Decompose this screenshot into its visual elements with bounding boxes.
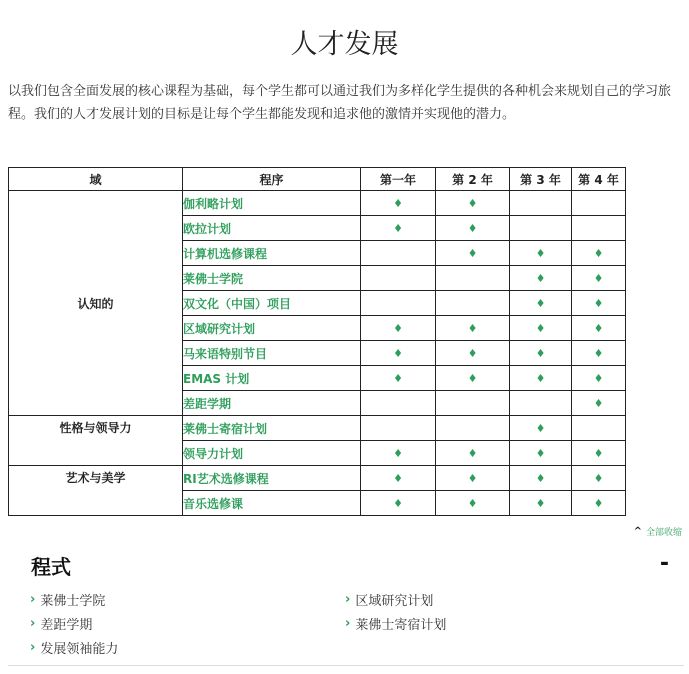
program-link-boarding[interactable]: [345, 614, 446, 633]
year-1-cell: [361, 341, 436, 366]
table-header-row: [9, 168, 626, 191]
program-cell[interactable]: 莱佛士学院: [183, 266, 361, 291]
program-cell[interactable]: EMAS 计划: [183, 366, 361, 391]
diamond-marker-icon: ♦: [593, 346, 604, 360]
year-4-cell: [572, 341, 626, 366]
diamond-marker-icon: ♦: [535, 496, 546, 510]
diamond-marker-icon: ♦: [467, 221, 478, 235]
year-1-cell: [361, 416, 436, 441]
program-cell[interactable]: 欧拉计划: [183, 216, 361, 241]
chevron-right-icon: ›: [30, 592, 36, 607]
table-body: [9, 191, 626, 516]
diamond-marker-icon: ♦: [535, 471, 546, 485]
diamond-marker-icon: ♦: [593, 371, 604, 385]
year-1-cell: [361, 441, 436, 466]
year-4-cell: [572, 441, 626, 466]
year-3-cell: [510, 341, 572, 366]
diamond-marker-icon: ♦: [467, 246, 478, 260]
year-3-cell: [510, 191, 572, 216]
year-3-cell: [510, 416, 572, 441]
program-link-label: 莱佛士学院: [40, 594, 106, 609]
year-2-cell: [436, 216, 510, 241]
year-1-cell: [361, 316, 436, 341]
diamond-marker-icon: ♦: [393, 496, 403, 510]
diamond-marker-icon: ♦: [467, 496, 478, 510]
diamond-marker-icon: ♦: [535, 421, 546, 435]
year-2-cell: [436, 366, 510, 391]
year-3-cell: [510, 466, 572, 491]
year-2-cell: [436, 291, 510, 316]
diamond-marker-icon: ♦: [593, 446, 604, 460]
year-4-cell: [572, 316, 626, 341]
table-row: [9, 416, 626, 441]
header-year-2: 第 2 年: [436, 168, 510, 191]
program-link-label: 发展领袖能力: [40, 642, 119, 657]
diamond-marker-icon: ♦: [467, 371, 478, 385]
year-4-cell: [572, 191, 626, 216]
table-row: [9, 466, 626, 491]
diamond-marker-icon: ♦: [593, 321, 604, 335]
program-cell[interactable]: 莱佛士寄宿计划: [183, 416, 361, 441]
section-divider: [8, 665, 684, 666]
header-year-1: 第一年: [361, 168, 436, 191]
diamond-marker-icon: ♦: [393, 321, 403, 335]
diamond-marker-icon: ♦: [593, 296, 604, 310]
chevron-right-icon: ›: [30, 616, 36, 631]
program-link-raffles-academy[interactable]: [30, 590, 105, 609]
year-1-cell: [361, 391, 436, 416]
programs-section-title: 程式: [31, 555, 71, 579]
diamond-marker-icon: ♦: [535, 446, 546, 460]
year-2-cell: [436, 416, 510, 441]
diamond-marker-icon: ♦: [535, 371, 546, 385]
year-2-cell: [436, 241, 510, 266]
year-1-cell: [361, 216, 436, 241]
year-1-cell: [361, 191, 436, 216]
year-3-cell: [510, 441, 572, 466]
program-cell[interactable]: 差距学期: [183, 391, 361, 416]
diamond-marker-icon: ♦: [535, 296, 546, 310]
year-3-cell: [510, 366, 572, 391]
domain-cell: 性格与领导力: [9, 416, 183, 466]
year-1-cell: [361, 266, 436, 291]
diamond-marker-icon: ♦: [593, 396, 604, 410]
year-4-cell: [572, 266, 626, 291]
program-link-label: 莱佛士寄宿计划: [355, 618, 447, 633]
diamond-marker-icon: ♦: [535, 346, 546, 360]
diamond-marker-icon: ♦: [593, 246, 604, 260]
year-1-cell: [361, 241, 436, 266]
header-domain: 域: [9, 168, 183, 191]
collapse-all-button[interactable]: [634, 525, 682, 538]
diamond-marker-icon: ♦: [467, 321, 478, 335]
year-1-cell: [361, 291, 436, 316]
collapse-all-label: 全部收缩: [645, 528, 682, 538]
domain-cell: 艺术与美学: [9, 466, 183, 516]
diamond-marker-icon: ♦: [467, 446, 478, 460]
program-link-label: 差距学期: [40, 618, 93, 633]
year-2-cell: [436, 466, 510, 491]
year-3-cell: [510, 491, 572, 516]
diamond-marker-icon: ♦: [593, 496, 604, 510]
intro-paragraph: 以我们包含全面发展的核心课程为基础，每个学生都可以通过我们为多样化学生提供的各种机会来规划自己的学习旅程。我们的人才发展计划的目标是让每个学生都能发现和追求他的激情并实现他的潜力。: [8, 84, 672, 122]
year-1-cell: [361, 491, 436, 516]
program-link-leadership[interactable]: [30, 638, 118, 657]
year-3-cell: [510, 216, 572, 241]
year-3-cell: [510, 391, 572, 416]
domain-cell: 认知的: [9, 191, 183, 416]
program-cell[interactable]: 马来语特别节目: [183, 341, 361, 366]
year-1-cell: [361, 366, 436, 391]
year-1-cell: [361, 466, 436, 491]
chevron-right-icon: ›: [30, 640, 36, 655]
program-link-regional-studies[interactable]: [345, 590, 433, 609]
header-year-4: 第 4 年: [572, 168, 626, 191]
diamond-marker-icon: ♦: [467, 196, 478, 210]
diamond-marker-icon: ♦: [393, 346, 403, 360]
diamond-marker-icon: ♦: [535, 246, 546, 260]
program-cell[interactable]: 双文化（中国）项目: [183, 291, 361, 316]
diamond-marker-icon: ♦: [467, 471, 478, 485]
year-2-cell: [436, 491, 510, 516]
year-3-cell: [510, 316, 572, 341]
program-cell[interactable]: RI艺术选修课程: [183, 466, 361, 491]
year-4-cell: [572, 216, 626, 241]
year-2-cell: [436, 391, 510, 416]
program-cell[interactable]: 音乐选修课: [183, 491, 361, 516]
diamond-marker-icon: ♦: [393, 196, 403, 210]
year-2-cell: [436, 266, 510, 291]
diamond-marker-icon: ♦: [393, 446, 403, 460]
year-2-cell: [436, 441, 510, 466]
chevron-right-icon: ›: [345, 592, 351, 607]
year-4-cell: [572, 391, 626, 416]
program-cell[interactable]: 领导力计划: [183, 441, 361, 466]
program-table: [8, 167, 626, 516]
diamond-marker-icon: ♦: [593, 271, 604, 285]
year-2-cell: [436, 316, 510, 341]
chevron-up-icon: ^: [633, 526, 642, 537]
year-3-cell: [510, 291, 572, 316]
diamond-marker-icon: ♦: [393, 471, 403, 485]
program-cell[interactable]: 区域研究计划: [183, 316, 361, 341]
header-year-3: 第 3 年: [510, 168, 572, 191]
header-program: 程序: [183, 168, 361, 191]
year-3-cell: [510, 241, 572, 266]
program-cell[interactable]: 计算机选修课程: [183, 241, 361, 266]
year-2-cell: [436, 191, 510, 216]
collapse-section-toggle[interactable]: -: [659, 551, 669, 576]
chevron-right-icon: ›: [345, 616, 351, 631]
year-2-cell: [436, 341, 510, 366]
year-4-cell: [572, 241, 626, 266]
diamond-marker-icon: ♦: [467, 346, 478, 360]
diamond-marker-icon: ♦: [535, 271, 546, 285]
diamond-marker-icon: ♦: [535, 321, 546, 335]
table-row: [9, 191, 626, 216]
page-title: 人才发展: [290, 29, 399, 60]
year-4-cell: [572, 416, 626, 441]
year-4-cell: [572, 291, 626, 316]
program-cell[interactable]: 伽利略计划: [183, 191, 361, 216]
diamond-marker-icon: ♦: [393, 371, 403, 385]
diamond-marker-icon: ♦: [393, 221, 403, 235]
program-link-label: 区域研究计划: [355, 594, 434, 609]
year-3-cell: [510, 266, 572, 291]
year-4-cell: [572, 466, 626, 491]
program-link-gap-semester[interactable]: [30, 614, 92, 633]
diamond-marker-icon: ♦: [593, 471, 604, 485]
year-4-cell: [572, 491, 626, 516]
year-4-cell: [572, 366, 626, 391]
